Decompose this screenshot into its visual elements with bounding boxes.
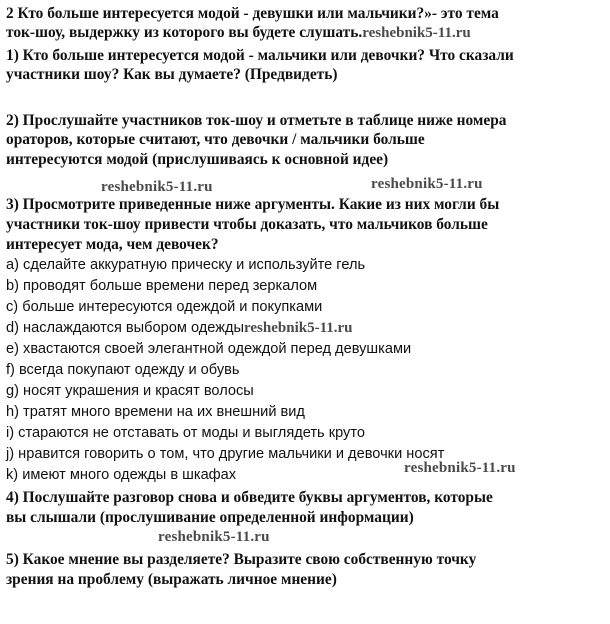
question-1-line-1: 1) Кто больше интересуется модой - мальчики или девочки? Что сказали (6, 47, 514, 64)
watermark-inline-4: reshebnik5-11.ru (244, 320, 353, 336)
question-4-line-1: 4) Послушайте разговор снова и обведите буквы аргументов, которые (6, 489, 493, 506)
watermark-6: reshebnik5-11.ru (158, 529, 270, 545)
argument-c: c) больше интересуются одеждой и покупками (6, 299, 323, 315)
argument-g: g) носят украшения и красят волосы (6, 383, 254, 399)
question-5-line-2: зрения на проблему (выражать личное мнение) (6, 571, 337, 588)
watermark-inline-1: reshebnik5-11.ru (362, 25, 471, 41)
argument-e: e) хвастаются своей элегантной одеждой перед девушками (6, 341, 412, 357)
question-2-line-3: интересуются модой (прислушиваясь к основной идее) (6, 151, 389, 168)
question-2-line-1: 2) Прослушайте участников ток-шоу и отметьте в таблице ниже номера (6, 112, 507, 129)
argument-a: a) сделайте аккуратную прическу и используйте гель (6, 257, 366, 273)
argument-j: j) нравится говорить о том, что другие мальчики и девочки носят (6, 446, 445, 462)
argument-k: k) имеют много одежды в шкафах (6, 467, 237, 483)
question-3-line-2: участники ток-шоу привести чтобы доказать, что мальчиков больше (6, 216, 488, 233)
argument-i: i) стараются не отставать от моды и выглядеть круто (6, 425, 365, 441)
argument-h: h) тратят много времени на их внешний вид (6, 404, 305, 420)
question-3-line-1: 3) Просмотрите приведенные ниже аргументы. Какие из них могли бы (6, 196, 500, 213)
argument-d-text: d) наслаждаются выбором одежды (6, 320, 244, 336)
intro-line-1: 2 Кто больше интересуется модой - девушки или мальчики?»- это тема (6, 5, 499, 22)
intro-line-2 (6, 23, 471, 43)
argument-b: b) проводят больше времени перед зеркалом (6, 278, 318, 294)
question-3-line-3: интересует мода, чем девочек? (6, 236, 219, 253)
question-2-line-2: ораторов, которые считают, что девочки / мальчики больше (6, 131, 425, 148)
argument-d (6, 319, 353, 338)
watermark-3: reshebnik5-11.ru (371, 176, 483, 192)
question-1-line-2: участники шоу? Как вы думаете? (Предвидеть) (6, 66, 338, 83)
intro-line-2-text: ток-шоу, выдержку из которого вы будете слушать. (6, 24, 363, 41)
watermark-2: reshebnik5-11.ru (101, 179, 213, 195)
question-4-line-2: вы слышали (прослушивание определенной информации) (6, 509, 414, 526)
watermark-5: reshebnik5-11.ru (404, 460, 516, 476)
argument-f: f) всегда покупают одежду и обувь (6, 362, 240, 378)
question-5-line-1: 5) Какое мнение вы разделяете? Выразите свою собственную точку (6, 551, 477, 568)
